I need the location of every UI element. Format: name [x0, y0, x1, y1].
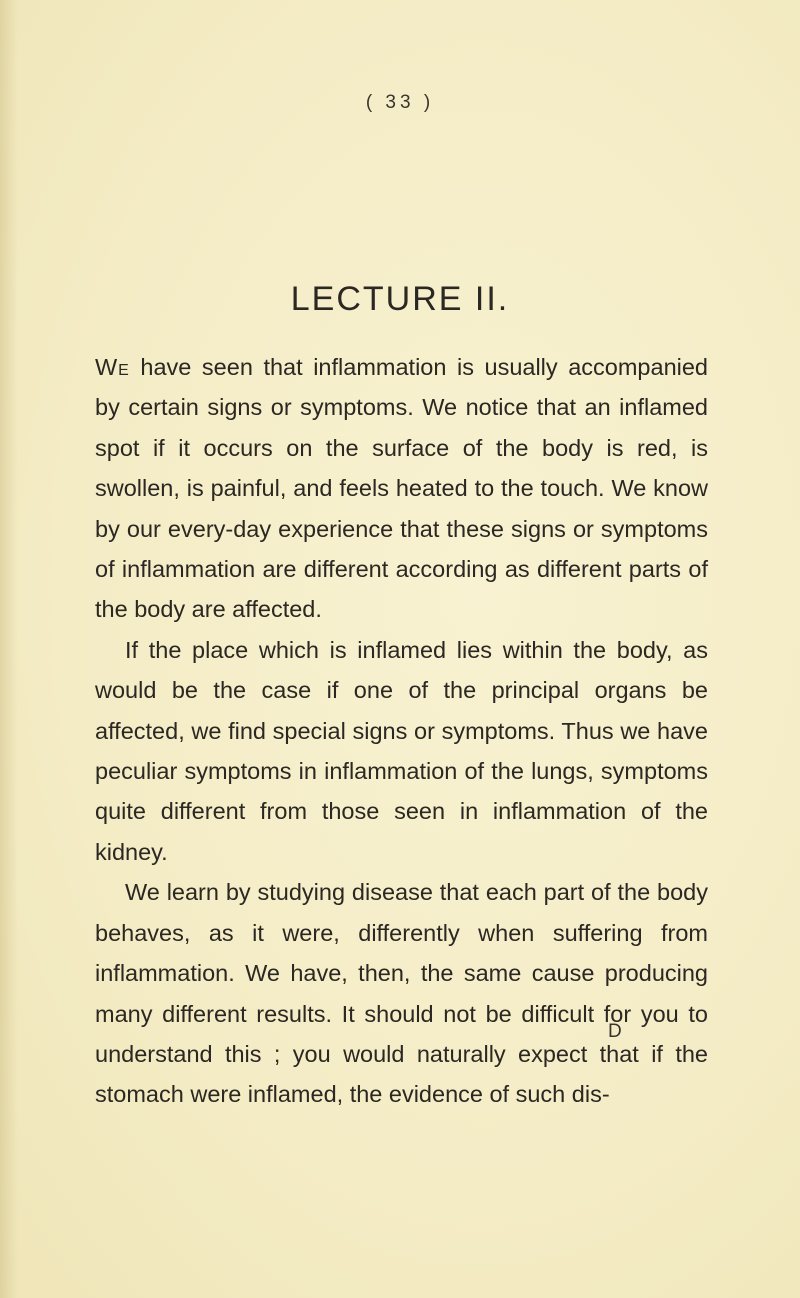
page-gutter-shadow: [0, 0, 18, 1298]
signature-mark: D: [608, 1021, 622, 1042]
paragraph-lead-word: We: [95, 354, 130, 380]
paragraph-3: We learn by studying disease that each part of the body behaves, as it were, differently when suffering from inflammation. We have, then, the same cause producing many different results. It should not be difficult for you to understand this ; you would naturally expect that if the stomach were inflamed, the evidence of such dis-: [95, 879, 708, 1108]
lecture-heading: LECTURE II.: [290, 280, 510, 318]
page-number: ( 33 ): [365, 92, 435, 113]
lecture-body: [95, 347, 708, 1115]
paragraph-1: [95, 347, 708, 630]
paragraph-1-text: have seen that inflammation is usually accompanied by certain signs or symptoms. We notice that an inflamed spot if it occurs on the surface of the body is red, is swollen, is painful, and feels heated to the touch. We know by our every-day experience that these signs or symptoms of inflammation are different according as different parts of the body are affected.: [95, 354, 708, 623]
paragraph-2: If the place which is inflamed lies within the body, as would be the case if one of the principal organs be affected, we find special signs or symptoms. Thus we have peculiar symptoms in inflammation of the lungs, symptoms quite different from those seen in inflammation of the kidney.: [95, 636, 708, 865]
